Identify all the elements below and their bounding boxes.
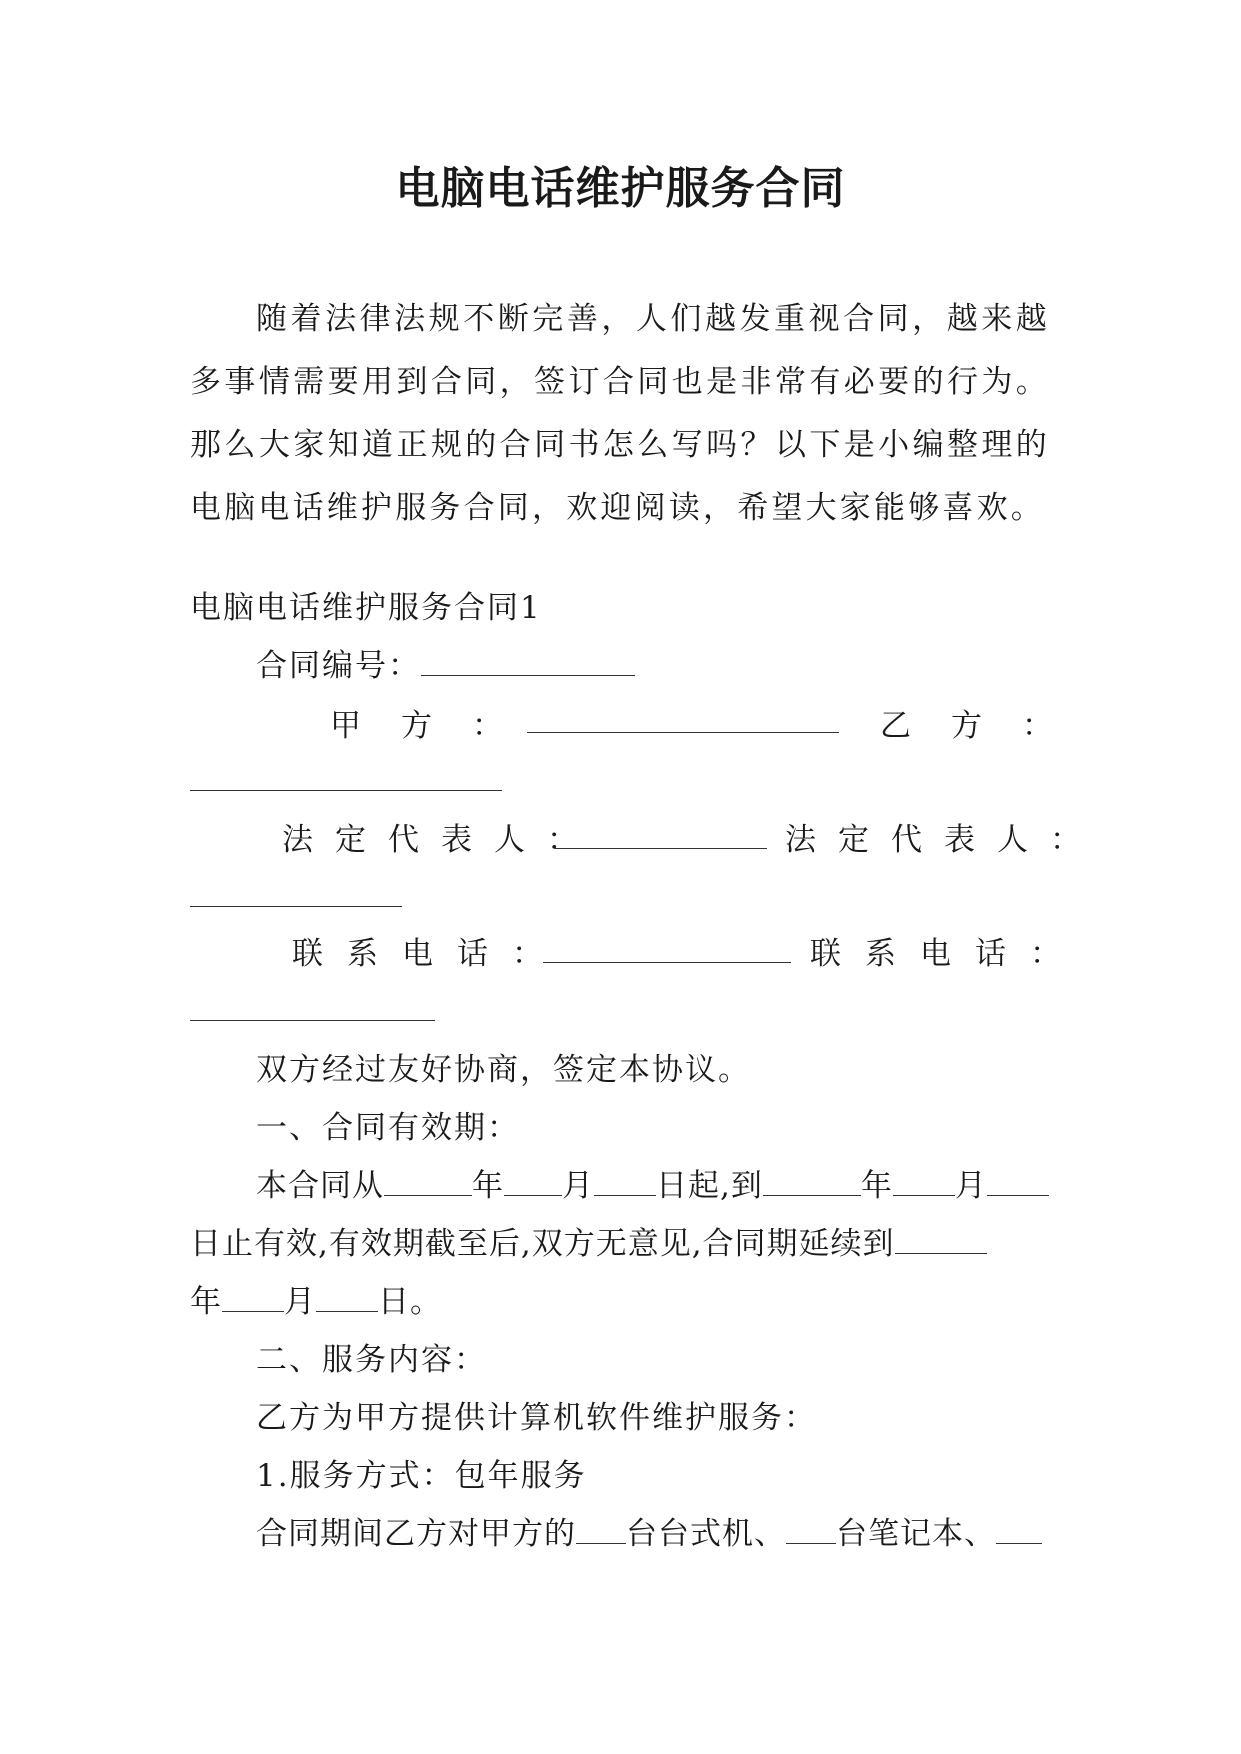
party-b-phone-blank[interactable] [190, 1020, 435, 1021]
contract-number-blank[interactable] [421, 647, 635, 676]
section-1-heading: 一、合同有效期： [256, 1110, 520, 1146]
contract-subtitle: 电脑电话维护服务合同1 [190, 590, 542, 626]
contract-number-label: 合同编号： [256, 648, 421, 684]
document-title: 电脑电话维护服务合同 [395, 163, 846, 214]
extension-day-blank[interactable] [316, 1285, 378, 1312]
service-scope-line [256, 1514, 1042, 1554]
service-method: 1.服务方式：包年服务 [256, 1458, 587, 1494]
party-b-legal-rep-blank[interactable] [190, 906, 402, 907]
day-end-text: 日。 [378, 1284, 442, 1320]
laptop-count-blank[interactable] [786, 1517, 836, 1544]
end-month-blank[interactable] [893, 1169, 955, 1196]
intro-paragraph: 随着法律法规不断完善，人们越发重视合同，越来越多事情需要用到合同，签订合同也是非常有必要的行为。那么大家知道正规的合同书怎么写吗？以下是小编整理的电脑电话维护服务合同，欢迎阅读，希望大家能够喜欢。 [190, 301, 1050, 526]
year-text: 年 [190, 1284, 222, 1320]
service-intro: 乙方为甲方提供计算机软件维护服务： [256, 1400, 817, 1436]
desktop-count-blank[interactable] [576, 1517, 626, 1544]
contract-number-row [256, 646, 635, 686]
party-a-label: 甲方： [330, 708, 543, 744]
start-day-blank[interactable] [594, 1169, 656, 1196]
section-2-heading: 二、服务内容： [256, 1342, 487, 1378]
laptop-units-text: 台笔记本、 [836, 1516, 996, 1552]
day-from-text: 日起,到 [656, 1168, 763, 1204]
year-text: 年 [860, 1168, 893, 1204]
validity-from-text: 本合同从 [256, 1168, 384, 1204]
extension-month-blank[interactable] [222, 1285, 284, 1312]
party-b-blank[interactable] [190, 790, 502, 791]
month-text: 月 [284, 1284, 316, 1320]
end-day-blank[interactable] [987, 1169, 1049, 1196]
validity-line-3 [190, 1282, 442, 1322]
year-text: 年 [472, 1168, 504, 1204]
end-year-blank[interactable] [763, 1169, 861, 1196]
party-a-phone-label: 联系电话： [292, 936, 567, 972]
extension-year-blank[interactable] [895, 1227, 987, 1254]
party-a-legal-rep-blank[interactable] [555, 848, 767, 849]
service-scope-text: 合同期间乙方对甲方的 [256, 1516, 576, 1552]
validity-line-1 [256, 1166, 1049, 1206]
desktop-units-text: 台台式机、 [626, 1516, 786, 1552]
party-b-legal-rep-label: 法定代表人： [785, 822, 1103, 858]
other-count-blank[interactable] [996, 1517, 1042, 1544]
validity-until-text: 日止有效,有效期截至后,双方无意见,合同期延续到 [190, 1226, 895, 1262]
party-b-label: 乙方： [880, 708, 1093, 744]
month-text: 月 [954, 1168, 987, 1204]
party-a-blank[interactable] [527, 732, 839, 733]
start-month-blank[interactable] [504, 1169, 562, 1196]
month-text: 月 [562, 1168, 594, 1204]
agreement-line: 双方经过友好协商，签定本协议。 [256, 1052, 751, 1088]
start-year-blank[interactable] [384, 1169, 472, 1196]
party-a-phone-blank[interactable] [543, 962, 791, 963]
party-a-legal-rep-label: 法定代表人： [282, 822, 600, 858]
party-b-phone-label: 联系电话： [810, 936, 1085, 972]
validity-line-2 [190, 1224, 987, 1264]
